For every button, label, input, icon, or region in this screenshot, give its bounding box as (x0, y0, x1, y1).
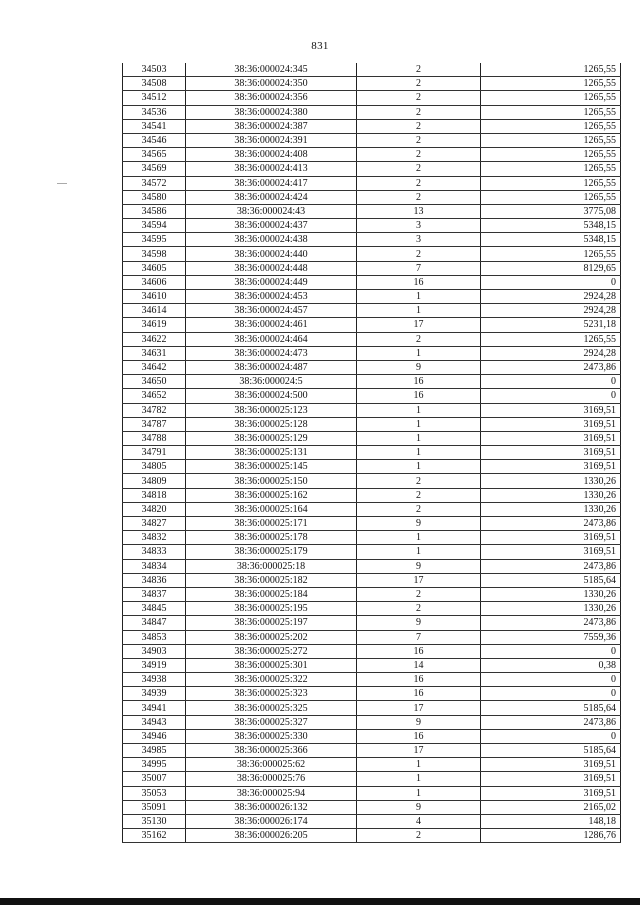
cell-count: 9 (357, 616, 481, 630)
cell-count: 2 (357, 602, 481, 616)
cell-id: 34598 (123, 247, 186, 261)
table-row (123, 304, 621, 318)
cell-amount: 7559,36 (481, 630, 621, 644)
cell-id: 34606 (123, 275, 186, 289)
cell-count: 16 (357, 673, 481, 687)
cell-id: 34512 (123, 91, 186, 105)
cell-id: 34827 (123, 517, 186, 531)
cell-id: 34939 (123, 687, 186, 701)
table-row (123, 233, 621, 247)
cell-id: 35053 (123, 786, 186, 800)
cell-cadastral-number: 38:36:000025:178 (186, 531, 357, 545)
cell-count: 9 (357, 715, 481, 729)
cell-count: 17 (357, 318, 481, 332)
table-row (123, 133, 621, 147)
cell-count: 16 (357, 389, 481, 403)
cell-id: 34614 (123, 304, 186, 318)
cell-count: 2 (357, 77, 481, 91)
cell-cadastral-number: 38:36:000024:417 (186, 176, 357, 190)
cell-count: 2 (357, 829, 481, 843)
cell-cadastral-number: 38:36:000025:18 (186, 559, 357, 573)
table-row (123, 375, 621, 389)
cell-id: 34836 (123, 573, 186, 587)
cell-count: 16 (357, 687, 481, 701)
table-row (123, 545, 621, 559)
cell-id: 34820 (123, 502, 186, 516)
table-body (123, 63, 621, 843)
cell-amount: 2473,86 (481, 616, 621, 630)
cell-amount: 3169,51 (481, 460, 621, 474)
cell-count: 9 (357, 360, 481, 374)
cell-cadastral-number: 38:36:000024:500 (186, 389, 357, 403)
cell-cadastral-number: 38:36:000025:94 (186, 786, 357, 800)
table-row (123, 360, 621, 374)
cell-amount: 1330,26 (481, 587, 621, 601)
cell-cadastral-number: 38:36:000024:473 (186, 346, 357, 360)
cell-cadastral-number: 38:36:000025:145 (186, 460, 357, 474)
cell-count: 2 (357, 474, 481, 488)
cell-id: 34791 (123, 446, 186, 460)
cell-count: 1 (357, 417, 481, 431)
cell-count: 1 (357, 545, 481, 559)
cell-id: 34541 (123, 119, 186, 133)
cell-count: 2 (357, 502, 481, 516)
cell-amount: 5348,15 (481, 233, 621, 247)
cell-amount: 1330,26 (481, 474, 621, 488)
cell-cadastral-number: 38:36:000024:464 (186, 332, 357, 346)
cell-count: 2 (357, 587, 481, 601)
cell-amount: 5185,64 (481, 744, 621, 758)
cell-count: 2 (357, 332, 481, 346)
data-table (122, 63, 621, 843)
cell-cadastral-number: 38:36:000024:408 (186, 148, 357, 162)
cell-count: 1 (357, 758, 481, 772)
scan-bottom-edge (0, 898, 640, 905)
cell-cadastral-number: 38:36:000025:129 (186, 431, 357, 445)
cell-amount: 1330,26 (481, 602, 621, 616)
cell-cadastral-number: 38:36:000024:448 (186, 261, 357, 275)
table-row (123, 148, 621, 162)
cell-id: 34853 (123, 630, 186, 644)
cell-count: 1 (357, 460, 481, 474)
cell-count: 1 (357, 346, 481, 360)
cell-cadastral-number: 38:36:000025:150 (186, 474, 357, 488)
cell-id: 34594 (123, 219, 186, 233)
cell-count: 16 (357, 275, 481, 289)
cell-cadastral-number: 38:36:000025:195 (186, 602, 357, 616)
scan-mark (57, 183, 67, 184)
cell-cadastral-number: 38:36:000025:197 (186, 616, 357, 630)
cell-id: 34782 (123, 403, 186, 417)
cell-id: 34565 (123, 148, 186, 162)
table-row (123, 261, 621, 275)
table-row (123, 488, 621, 502)
cell-count: 17 (357, 744, 481, 758)
cell-cadastral-number: 38:36:000026:132 (186, 800, 357, 814)
cell-cadastral-number: 38:36:000026:205 (186, 829, 357, 843)
table-row (123, 417, 621, 431)
cell-amount: 5348,15 (481, 219, 621, 233)
cell-amount: 2924,28 (481, 304, 621, 318)
cell-id: 34903 (123, 644, 186, 658)
cell-amount: 2473,86 (481, 517, 621, 531)
cell-id: 34652 (123, 389, 186, 403)
table-row (123, 91, 621, 105)
cell-id: 34834 (123, 559, 186, 573)
cell-count: 4 (357, 814, 481, 828)
table-row (123, 105, 621, 119)
cell-id: 34845 (123, 602, 186, 616)
cell-id: 34809 (123, 474, 186, 488)
cell-amount: 1265,55 (481, 148, 621, 162)
table-row (123, 460, 621, 474)
table-row (123, 219, 621, 233)
cell-count: 16 (357, 375, 481, 389)
cell-cadastral-number: 38:36:000025:182 (186, 573, 357, 587)
cell-count: 2 (357, 162, 481, 176)
cell-amount: 0 (481, 687, 621, 701)
table-row (123, 744, 621, 758)
cell-cadastral-number: 38:36:000025:164 (186, 502, 357, 516)
table-row (123, 630, 621, 644)
cell-id: 34622 (123, 332, 186, 346)
cell-id: 34595 (123, 233, 186, 247)
cell-amount: 0 (481, 729, 621, 743)
cell-amount: 1265,55 (481, 247, 621, 261)
cell-id: 34642 (123, 360, 186, 374)
cell-count: 3 (357, 233, 481, 247)
cell-id: 34941 (123, 701, 186, 715)
table-row (123, 290, 621, 304)
cell-count: 1 (357, 531, 481, 545)
table-row (123, 204, 621, 218)
cell-cadastral-number: 38:36:000024:345 (186, 63, 357, 77)
cell-count: 1 (357, 786, 481, 800)
cell-amount: 2165,02 (481, 800, 621, 814)
cell-id: 34580 (123, 190, 186, 204)
table-row (123, 800, 621, 814)
table-row (123, 431, 621, 445)
table-row (123, 559, 621, 573)
cell-amount: 5231,18 (481, 318, 621, 332)
table-row (123, 162, 621, 176)
cell-cadastral-number: 38:36:000025:128 (186, 417, 357, 431)
cell-cadastral-number: 38:36:000025:123 (186, 403, 357, 417)
cell-amount: 3169,51 (481, 531, 621, 545)
table-row (123, 658, 621, 672)
table-row (123, 517, 621, 531)
cell-id: 34619 (123, 318, 186, 332)
cell-amount: 1265,55 (481, 162, 621, 176)
cell-amount: 1286,76 (481, 829, 621, 843)
table-row (123, 275, 621, 289)
cell-cadastral-number: 38:36:000024:453 (186, 290, 357, 304)
cell-id: 34631 (123, 346, 186, 360)
cell-count: 9 (357, 517, 481, 531)
cell-id: 34546 (123, 133, 186, 147)
cell-amount: 3775,08 (481, 204, 621, 218)
cell-id: 34832 (123, 531, 186, 545)
cell-id: 34508 (123, 77, 186, 91)
table-row (123, 573, 621, 587)
table-row (123, 602, 621, 616)
cell-id: 34805 (123, 460, 186, 474)
cell-count: 2 (357, 247, 481, 261)
cell-cadastral-number: 38:36:000025:62 (186, 758, 357, 772)
table-row (123, 502, 621, 516)
cell-cadastral-number: 38:36:000024:380 (186, 105, 357, 119)
cell-amount: 8129,65 (481, 261, 621, 275)
cell-cadastral-number: 38:36:000024:437 (186, 219, 357, 233)
cell-id: 34833 (123, 545, 186, 559)
table-row (123, 119, 621, 133)
cell-id: 34605 (123, 261, 186, 275)
table-row (123, 644, 621, 658)
cell-cadastral-number: 38:36:000024:43 (186, 204, 357, 218)
cell-cadastral-number: 38:36:000025:179 (186, 545, 357, 559)
cell-count: 7 (357, 630, 481, 644)
cell-cadastral-number: 38:36:000024:487 (186, 360, 357, 374)
cell-id: 34946 (123, 729, 186, 743)
cell-count: 17 (357, 573, 481, 587)
cell-count: 16 (357, 729, 481, 743)
cell-cadastral-number: 38:36:000025:366 (186, 744, 357, 758)
cell-amount: 2473,86 (481, 559, 621, 573)
cell-amount: 1265,55 (481, 63, 621, 77)
cell-amount: 3169,51 (481, 417, 621, 431)
cell-count: 7 (357, 261, 481, 275)
table-row (123, 772, 621, 786)
cell-count: 9 (357, 559, 481, 573)
cell-amount: 2924,28 (481, 290, 621, 304)
cell-amount: 3169,51 (481, 772, 621, 786)
cell-cadastral-number: 38:36:000025:76 (186, 772, 357, 786)
table-row (123, 332, 621, 346)
cell-amount: 1330,26 (481, 502, 621, 516)
cell-amount: 3169,51 (481, 545, 621, 559)
cell-cadastral-number: 38:36:000025:272 (186, 644, 357, 658)
table-row (123, 758, 621, 772)
cell-id: 35130 (123, 814, 186, 828)
table-row (123, 786, 621, 800)
cell-id: 34919 (123, 658, 186, 672)
cell-id: 34503 (123, 63, 186, 77)
cell-count: 2 (357, 105, 481, 119)
cell-amount: 0 (481, 275, 621, 289)
cell-id: 34818 (123, 488, 186, 502)
table-row (123, 474, 621, 488)
table-row (123, 587, 621, 601)
cell-count: 2 (357, 119, 481, 133)
cell-amount: 0,38 (481, 658, 621, 672)
cell-amount: 1265,55 (481, 190, 621, 204)
table-row (123, 247, 621, 261)
cell-cadastral-number: 38:36:000024:413 (186, 162, 357, 176)
data-table-container (122, 63, 621, 843)
cell-id: 34995 (123, 758, 186, 772)
cell-id: 34847 (123, 616, 186, 630)
cell-cadastral-number: 38:36:000025:322 (186, 673, 357, 687)
table-row (123, 729, 621, 743)
cell-id: 35007 (123, 772, 186, 786)
table-row (123, 190, 621, 204)
cell-amount: 3169,51 (481, 758, 621, 772)
cell-cadastral-number: 38:36:000025:323 (186, 687, 357, 701)
cell-amount: 1265,55 (481, 77, 621, 91)
table-row (123, 673, 621, 687)
table-row (123, 446, 621, 460)
cell-amount: 1265,55 (481, 91, 621, 105)
cell-amount: 2924,28 (481, 346, 621, 360)
cell-cadastral-number: 38:36:000025:162 (186, 488, 357, 502)
cell-amount: 1265,55 (481, 176, 621, 190)
cell-count: 9 (357, 800, 481, 814)
cell-amount: 148,18 (481, 814, 621, 828)
cell-id: 34536 (123, 105, 186, 119)
cell-cadastral-number: 38:36:000025:327 (186, 715, 357, 729)
cell-count: 2 (357, 488, 481, 502)
cell-cadastral-number: 38:36:000024:356 (186, 91, 357, 105)
cell-cadastral-number: 38:36:000025:171 (186, 517, 357, 531)
cell-id: 34572 (123, 176, 186, 190)
cell-id: 34985 (123, 744, 186, 758)
cell-cadastral-number: 38:36:000024:5 (186, 375, 357, 389)
table-row (123, 687, 621, 701)
cell-count: 2 (357, 148, 481, 162)
cell-cadastral-number: 38:36:000026:174 (186, 814, 357, 828)
cell-count: 3 (357, 219, 481, 233)
cell-amount: 3169,51 (481, 786, 621, 800)
table-row (123, 403, 621, 417)
cell-amount: 1265,55 (481, 332, 621, 346)
cell-cadastral-number: 38:36:000024:440 (186, 247, 357, 261)
cell-cadastral-number: 38:36:000024:438 (186, 233, 357, 247)
table-row (123, 318, 621, 332)
cell-count: 2 (357, 63, 481, 77)
cell-cadastral-number: 38:36:000025:330 (186, 729, 357, 743)
cell-count: 16 (357, 644, 481, 658)
cell-amount: 0 (481, 673, 621, 687)
cell-cadastral-number: 38:36:000025:131 (186, 446, 357, 460)
cell-id: 34787 (123, 417, 186, 431)
table-row (123, 616, 621, 630)
cell-count: 13 (357, 204, 481, 218)
table-row (123, 829, 621, 843)
page-number: 831 (311, 40, 329, 52)
cell-id: 35162 (123, 829, 186, 843)
cell-amount: 1265,55 (481, 133, 621, 147)
cell-amount: 5185,64 (481, 701, 621, 715)
cell-amount: 1330,26 (481, 488, 621, 502)
table-row (123, 77, 621, 91)
cell-amount: 3169,51 (481, 403, 621, 417)
cell-cadastral-number: 38:36:000024:461 (186, 318, 357, 332)
table-row (123, 814, 621, 828)
cell-id: 34837 (123, 587, 186, 601)
cell-cadastral-number: 38:36:000024:424 (186, 190, 357, 204)
cell-id: 34788 (123, 431, 186, 445)
cell-amount: 2473,86 (481, 360, 621, 374)
cell-amount: 0 (481, 644, 621, 658)
cell-id: 34586 (123, 204, 186, 218)
cell-amount: 5185,64 (481, 573, 621, 587)
cell-id: 34943 (123, 715, 186, 729)
cell-count: 1 (357, 446, 481, 460)
table-row (123, 701, 621, 715)
cell-count: 2 (357, 133, 481, 147)
cell-cadastral-number: 38:36:000025:325 (186, 701, 357, 715)
cell-cadastral-number: 38:36:000025:184 (186, 587, 357, 601)
cell-cadastral-number: 38:36:000024:457 (186, 304, 357, 318)
cell-amount: 2473,86 (481, 715, 621, 729)
cell-count: 1 (357, 290, 481, 304)
cell-count: 2 (357, 91, 481, 105)
cell-count: 2 (357, 190, 481, 204)
table-row (123, 531, 621, 545)
cell-id: 35091 (123, 800, 186, 814)
cell-amount: 1265,55 (481, 105, 621, 119)
cell-count: 2 (357, 176, 481, 190)
cell-id: 34610 (123, 290, 186, 304)
cell-id: 34650 (123, 375, 186, 389)
table-row (123, 715, 621, 729)
cell-count: 1 (357, 403, 481, 417)
cell-amount: 0 (481, 389, 621, 403)
table-row (123, 176, 621, 190)
cell-count: 1 (357, 304, 481, 318)
table-row (123, 63, 621, 77)
cell-cadastral-number: 38:36:000024:350 (186, 77, 357, 91)
cell-count: 14 (357, 658, 481, 672)
cell-cadastral-number: 38:36:000024:387 (186, 119, 357, 133)
cell-count: 17 (357, 701, 481, 715)
cell-cadastral-number: 38:36:000024:449 (186, 275, 357, 289)
cell-id: 34569 (123, 162, 186, 176)
cell-id: 34938 (123, 673, 186, 687)
cell-count: 1 (357, 772, 481, 786)
cell-count: 1 (357, 431, 481, 445)
cell-amount: 0 (481, 375, 621, 389)
cell-amount: 3169,51 (481, 431, 621, 445)
cell-amount: 3169,51 (481, 446, 621, 460)
table-row (123, 346, 621, 360)
cell-amount: 1265,55 (481, 119, 621, 133)
table-row (123, 389, 621, 403)
cell-cadastral-number: 38:36:000025:301 (186, 658, 357, 672)
cell-cadastral-number: 38:36:000024:391 (186, 133, 357, 147)
cell-cadastral-number: 38:36:000025:202 (186, 630, 357, 644)
